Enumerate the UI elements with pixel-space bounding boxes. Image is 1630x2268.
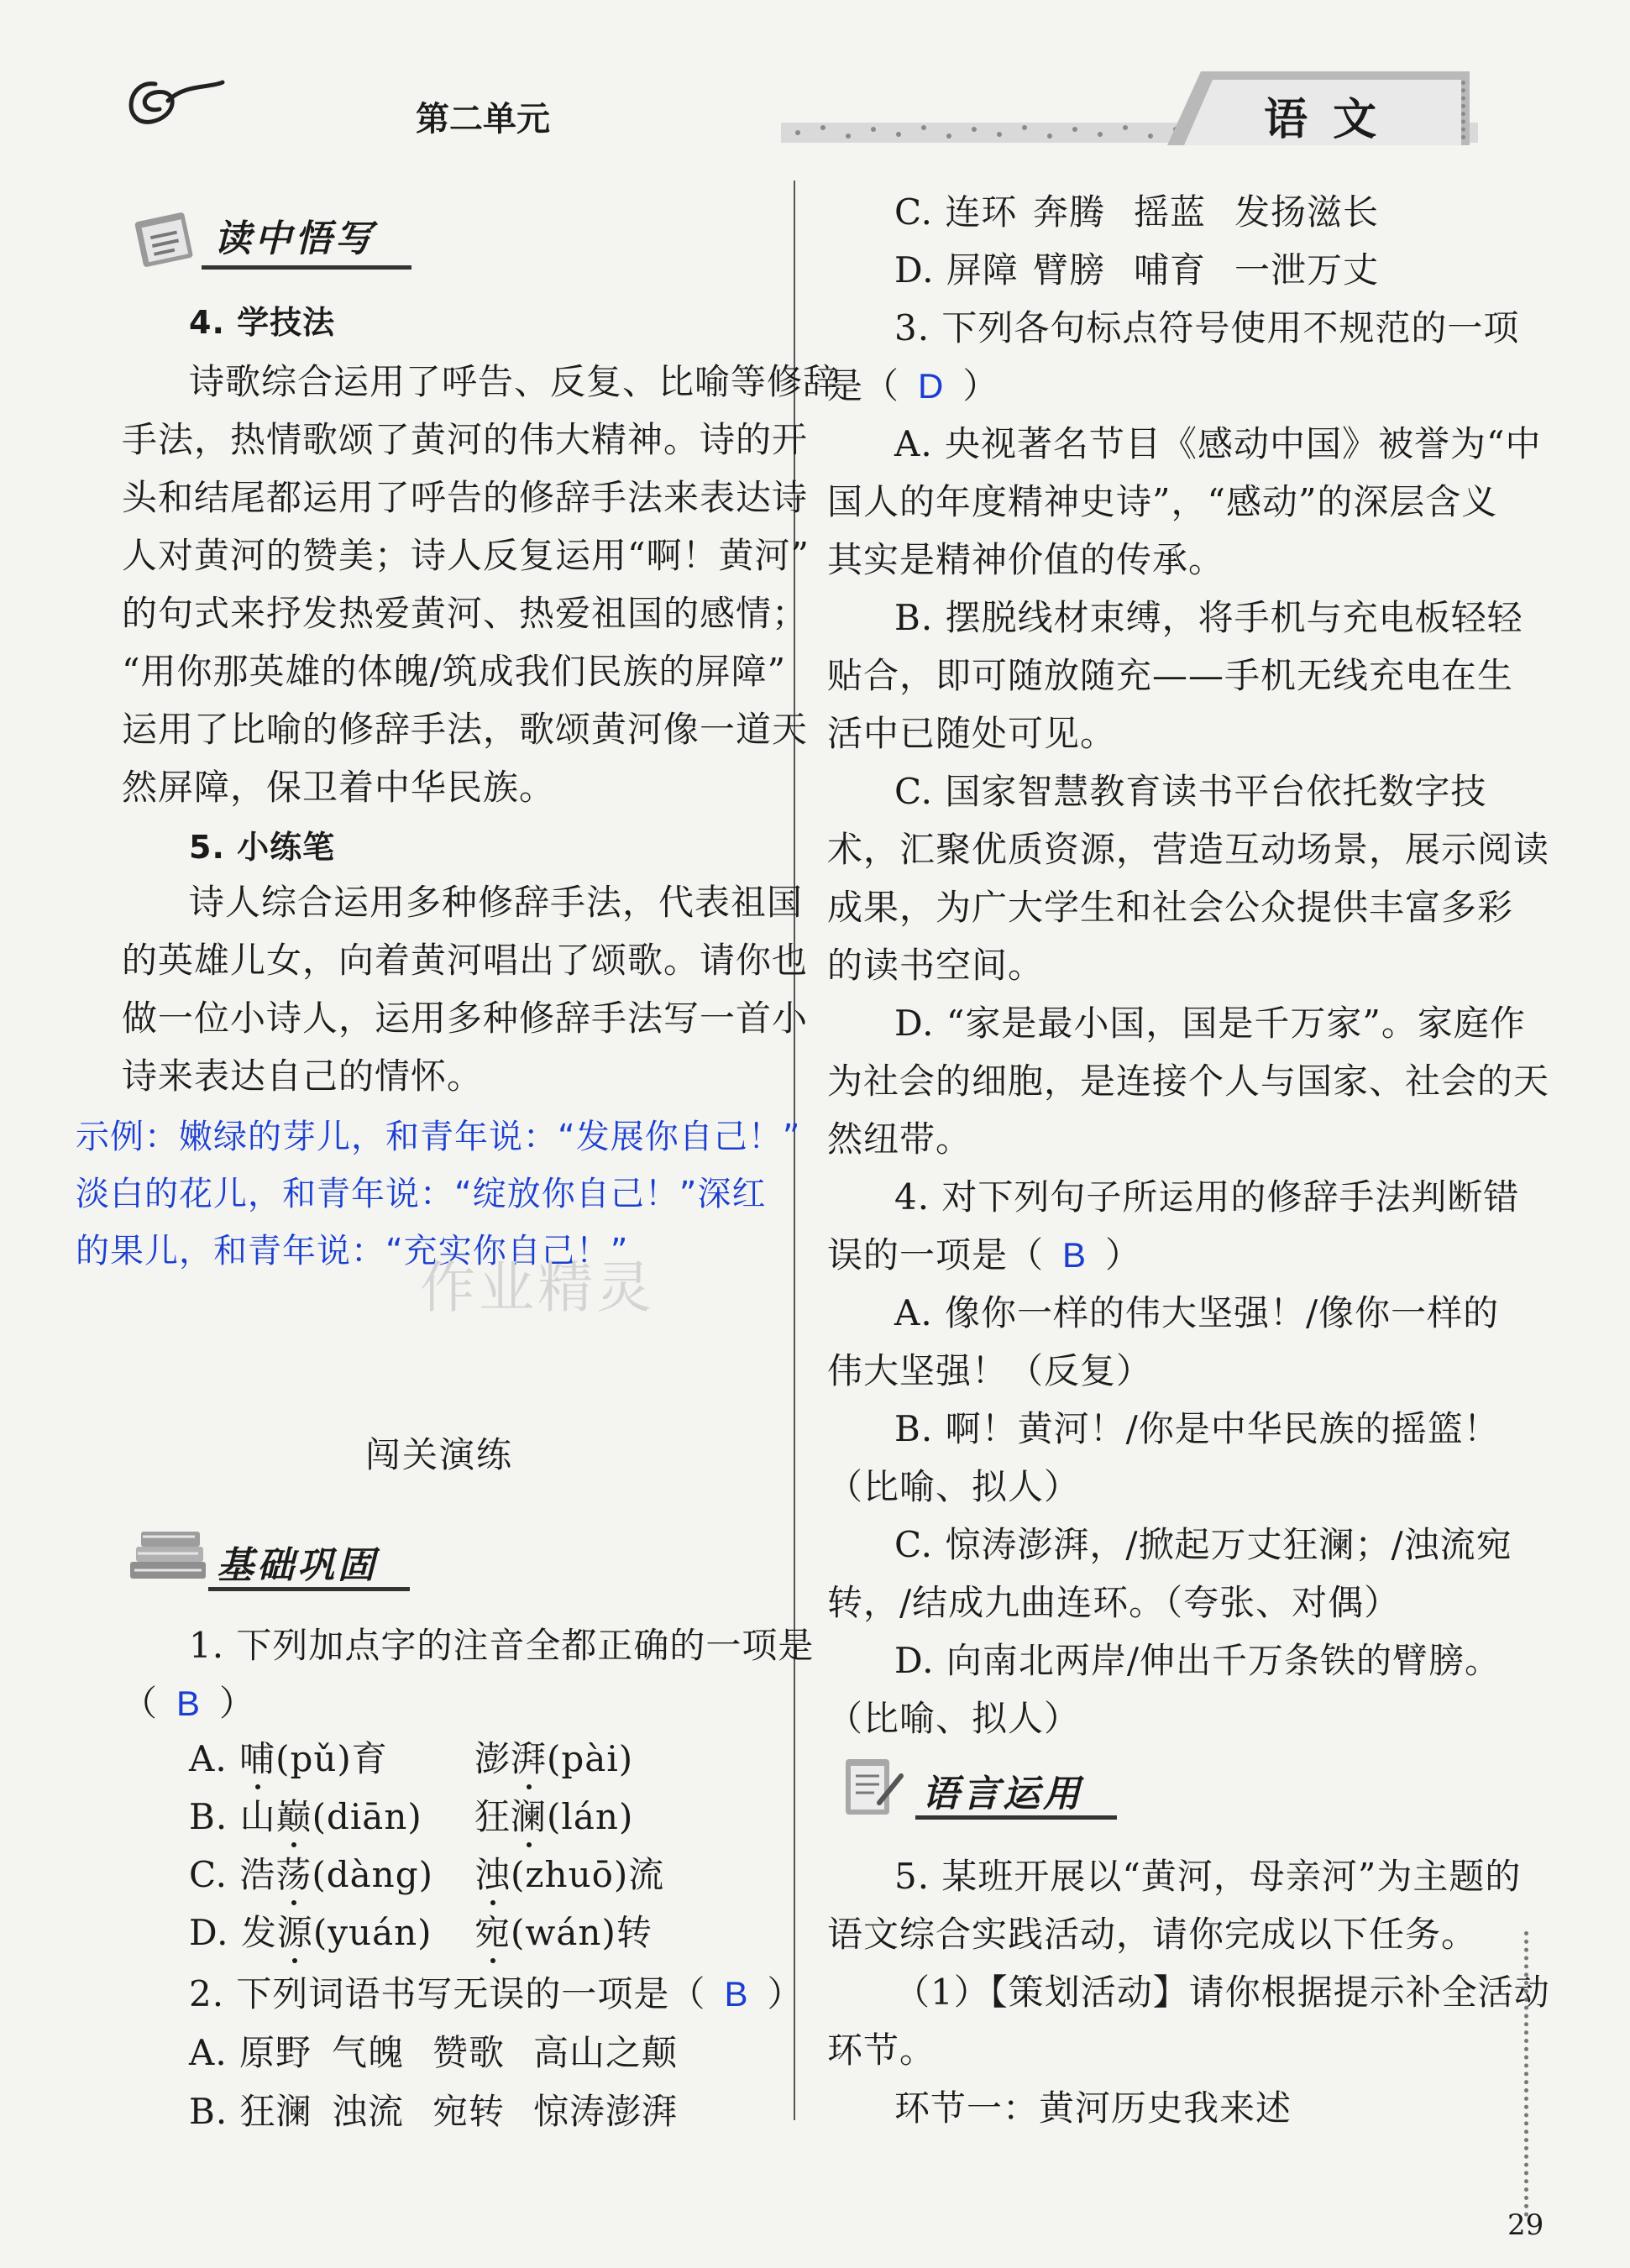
q2-stem-text: 2. 下列词语书写无误的一项是（: [189, 1973, 706, 2014]
example-line: 的果儿，和青年说：“充实你自己！”: [76, 1232, 629, 1270]
item4-line: 人对黄河的赞美；诗人反复运用“啊！黄河”: [122, 535, 810, 576]
item4-paragraph: [122, 353, 839, 816]
margin-dots: [1524, 1931, 1535, 2217]
basic-title-underline: [208, 1587, 410, 1591]
q2-stem: [189, 1965, 803, 2023]
word: 奔腾: [1033, 191, 1106, 233]
opt-text: (lán): [547, 1796, 634, 1837]
dotted-char: 浊: [474, 1854, 511, 1895]
item4-line: 的句式来抒发热爱黄河、热爱祖国的感情；: [122, 593, 809, 634]
item4-heading: 4. 学技法: [189, 304, 336, 341]
q2-option-d: [894, 241, 1566, 299]
q4-stem: 4. 对下列句子所运用的修辞手法判断错: [894, 1176, 1520, 1218]
q5-sub1: （1）【策划活动】请你根据提示补全活动: [894, 1972, 1550, 2013]
opt-text: (yuán): [312, 1912, 432, 1953]
item4-line: 诗歌综合运用了呼告、反复、比喻等修辞: [189, 361, 840, 402]
section-title-underline: [202, 265, 411, 270]
q5-line: 5. 某班开展以“黄河，母亲河”为主题的: [894, 1856, 1522, 1897]
dotted-char: 湃: [511, 1738, 548, 1779]
header-bar: [0, 0, 1630, 160]
item5-paragraph: [122, 873, 808, 1105]
paren-close: ）: [962, 365, 999, 406]
opt-text: A.: [189, 1738, 240, 1779]
paren-close: ）: [767, 1973, 804, 2014]
opt-text: (pǔ)育: [275, 1738, 388, 1779]
q4-option-c: 转，/结成九曲连环。（夸张、对偶）: [827, 1582, 1401, 1623]
q3-option-c: 的读书空间。: [827, 945, 1045, 986]
word: 气魄: [332, 2032, 405, 2073]
opt-text: C. 浩: [189, 1854, 276, 1895]
q4-option-d: （比喻、拟人）: [827, 1698, 1081, 1739]
q1-options: [189, 1730, 665, 1962]
word: B. 狂澜: [189, 2091, 312, 2132]
watermark: 作业精灵: [420, 1255, 655, 1320]
dotted-char: 巅: [275, 1796, 312, 1837]
section-title-reading-writing: 读中悟写: [214, 217, 375, 260]
q3-option-c: C. 国家智慧教育读书平台依托数字技: [894, 771, 1487, 812]
dotted-char: 荡: [275, 1854, 312, 1895]
item4-line: “用你那英雄的体魄/筑成我们民族的屏障”: [122, 651, 787, 692]
q1: [122, 1616, 814, 1732]
subject-label: 语 文: [1264, 94, 1382, 145]
opt-text: (dàng): [312, 1854, 433, 1895]
item5-line: 诗人综合运用多种修辞手法，代表祖国: [189, 882, 804, 923]
word: C. 连环: [894, 191, 1018, 233]
opt-text: B. 山: [189, 1796, 276, 1837]
word: 惊涛澎湃: [533, 2091, 679, 2132]
item5-line: 做一位小诗人，运用多种修辞手法写一首小: [122, 998, 809, 1039]
q3-option-a: 国人的年度精神史诗”，“感动”的深层含义: [827, 481, 1498, 522]
q3-stem2: 是（: [827, 365, 900, 406]
q4-option-d: D. 向南北两岸/伸出千万条铁的臂膀。: [894, 1640, 1502, 1681]
word: 浊流: [332, 2091, 405, 2132]
dotted-char: 澜: [511, 1796, 548, 1837]
word: 臂膀: [1033, 249, 1106, 291]
word: D. 屏障: [894, 249, 1019, 291]
practice-title: 闯关演练: [365, 1434, 514, 1475]
q1-stem: 1. 下列加点字的注音全都正确的一项是: [189, 1625, 815, 1666]
q3-answer-line: [827, 357, 1549, 415]
q1-answer: B: [176, 1684, 202, 1723]
q4-option-b: B. 啊！黄河！/你是中华民族的摇篮！: [894, 1408, 1500, 1449]
opt-text: (zhuō)流: [511, 1854, 665, 1895]
word: 哺育: [1134, 249, 1207, 291]
word: 一泄万丈: [1234, 249, 1380, 291]
q5-sub1: 环节。: [827, 2030, 936, 2071]
reading-writing-icon: [126, 202, 202, 273]
q4-option-c: C. 惊涛澎湃，/掀起万丈狂澜；/浊流宛: [894, 1524, 1512, 1565]
q5-step1: 环节一：黄河历史我来述: [894, 2087, 1292, 2129]
q3-option-d: D. “家是最小国，国是千万家”。家庭作: [894, 1003, 1526, 1044]
example-line: 示例：嫩绿的芽儿，和青年说：“发展你自己！”: [76, 1118, 801, 1156]
q1-option-d: [189, 1904, 653, 1962]
word: 摇蓝: [1134, 191, 1207, 233]
q4-option-a: A. 像你一样的伟大坚强！/像你一样的: [894, 1292, 1500, 1333]
q4-answer: B: [1062, 1235, 1088, 1275]
q3-option-d: 然纽带。: [827, 1118, 972, 1160]
q1-option-b: [189, 1788, 634, 1846]
q2-option-a: [189, 2024, 777, 2082]
q3-option-a: 其实是精神价值的传承。: [827, 539, 1225, 580]
q3-option-d: 为社会的细胞，是连接个人与国家、社会的天: [827, 1061, 1550, 1102]
q2-answer: B: [724, 1974, 749, 2014]
word: 宛转: [432, 2091, 506, 2132]
q1-answer-line: [122, 1674, 814, 1732]
opt-text: D. 发: [189, 1912, 277, 1953]
example-line: 淡白的花儿，和青年说：“绽放你自己！”深红: [76, 1175, 767, 1213]
q3-option-a: A. 央视著名节目《感动中国》被誉为“中: [894, 423, 1542, 464]
paren-close: ）: [1105, 1234, 1142, 1275]
unit-label: 第二单元: [416, 100, 550, 139]
header-dots-right: [1461, 81, 1472, 139]
q4-option-a: 伟大坚强！（反复）: [827, 1350, 1153, 1391]
paren-open: （: [122, 1683, 159, 1724]
q3-option-b: 活中已随处可见。: [827, 713, 1117, 754]
word: A. 原野: [189, 2032, 312, 2073]
item4-line: 头和结尾都运用了呼告的修辞手法来表达诗: [122, 477, 809, 518]
item5-line: 诗来表达自己的情怀。: [122, 1055, 484, 1097]
q3: [827, 299, 1549, 1747]
q5-line: 语文综合实践活动，请你完成以下任务。: [827, 1914, 1478, 1955]
q3-answer: D: [918, 366, 945, 406]
q4-stem2: 误的一项是（: [827, 1234, 1045, 1275]
q1-option-c: [189, 1846, 665, 1904]
lang-title: 语言运用: [922, 1773, 1083, 1815]
opt-text: (pài): [547, 1738, 634, 1779]
q3-stem: 3. 下列各句标点符号使用不规范的一项: [894, 307, 1520, 348]
item4-line: 手法，热情歌颂了黄河的伟大精神。诗的开: [122, 419, 809, 460]
dotted-char: 源: [276, 1912, 313, 1953]
logo-swirl-icon: [118, 76, 227, 134]
opt-text: 狂: [474, 1796, 511, 1837]
q2-option-b: [189, 2082, 777, 2140]
item4-line: 运用了比喻的修辞手法，歌颂黄河像一道天: [122, 709, 809, 750]
page-number: 29: [1507, 2208, 1544, 2242]
word: 赞歌: [432, 2032, 506, 2073]
q3-option-c: 成果，为广大学生和社会公众提供丰富多彩: [827, 887, 1514, 928]
q4-answer-line: [827, 1226, 1549, 1284]
books-icon: [126, 1520, 214, 1587]
lang-title-underline: [915, 1815, 1117, 1820]
q3-option-c: 术，汇聚优质资源，营造互动场景，展示阅读: [827, 829, 1550, 870]
item5-line: 的英雄儿女，向着黄河唱出了颂歌。请你也: [122, 940, 809, 981]
q3-option-b: B. 摆脱线材束缚，将手机与充电板轻轻: [894, 597, 1523, 638]
q2-option-c: [894, 183, 1566, 241]
basic-title: 基础巩固: [217, 1544, 378, 1587]
opt-text: 澎: [474, 1738, 511, 1779]
item4-line: 然屏障，保卫着中华民族。: [122, 767, 556, 808]
q3-option-b: 贴合，即可随放随充——手机无线充电在生: [827, 655, 1514, 696]
dotted-char: 宛: [474, 1912, 511, 1953]
q5: [827, 1847, 1550, 2137]
notepad-icon: [836, 1751, 907, 1822]
dotted-char: 哺: [239, 1738, 276, 1779]
paren-close: ）: [219, 1683, 256, 1724]
q4-option-b: （比喻、拟人）: [827, 1466, 1081, 1507]
q1-option-a: [189, 1730, 634, 1788]
word: 高山之颠: [533, 2032, 679, 2073]
opt-text: (diān): [312, 1796, 422, 1837]
item5-heading: 5. 小练笔: [189, 829, 336, 866]
opt-text: (wán)转: [511, 1912, 653, 1953]
word: 发扬滋长: [1234, 191, 1380, 233]
